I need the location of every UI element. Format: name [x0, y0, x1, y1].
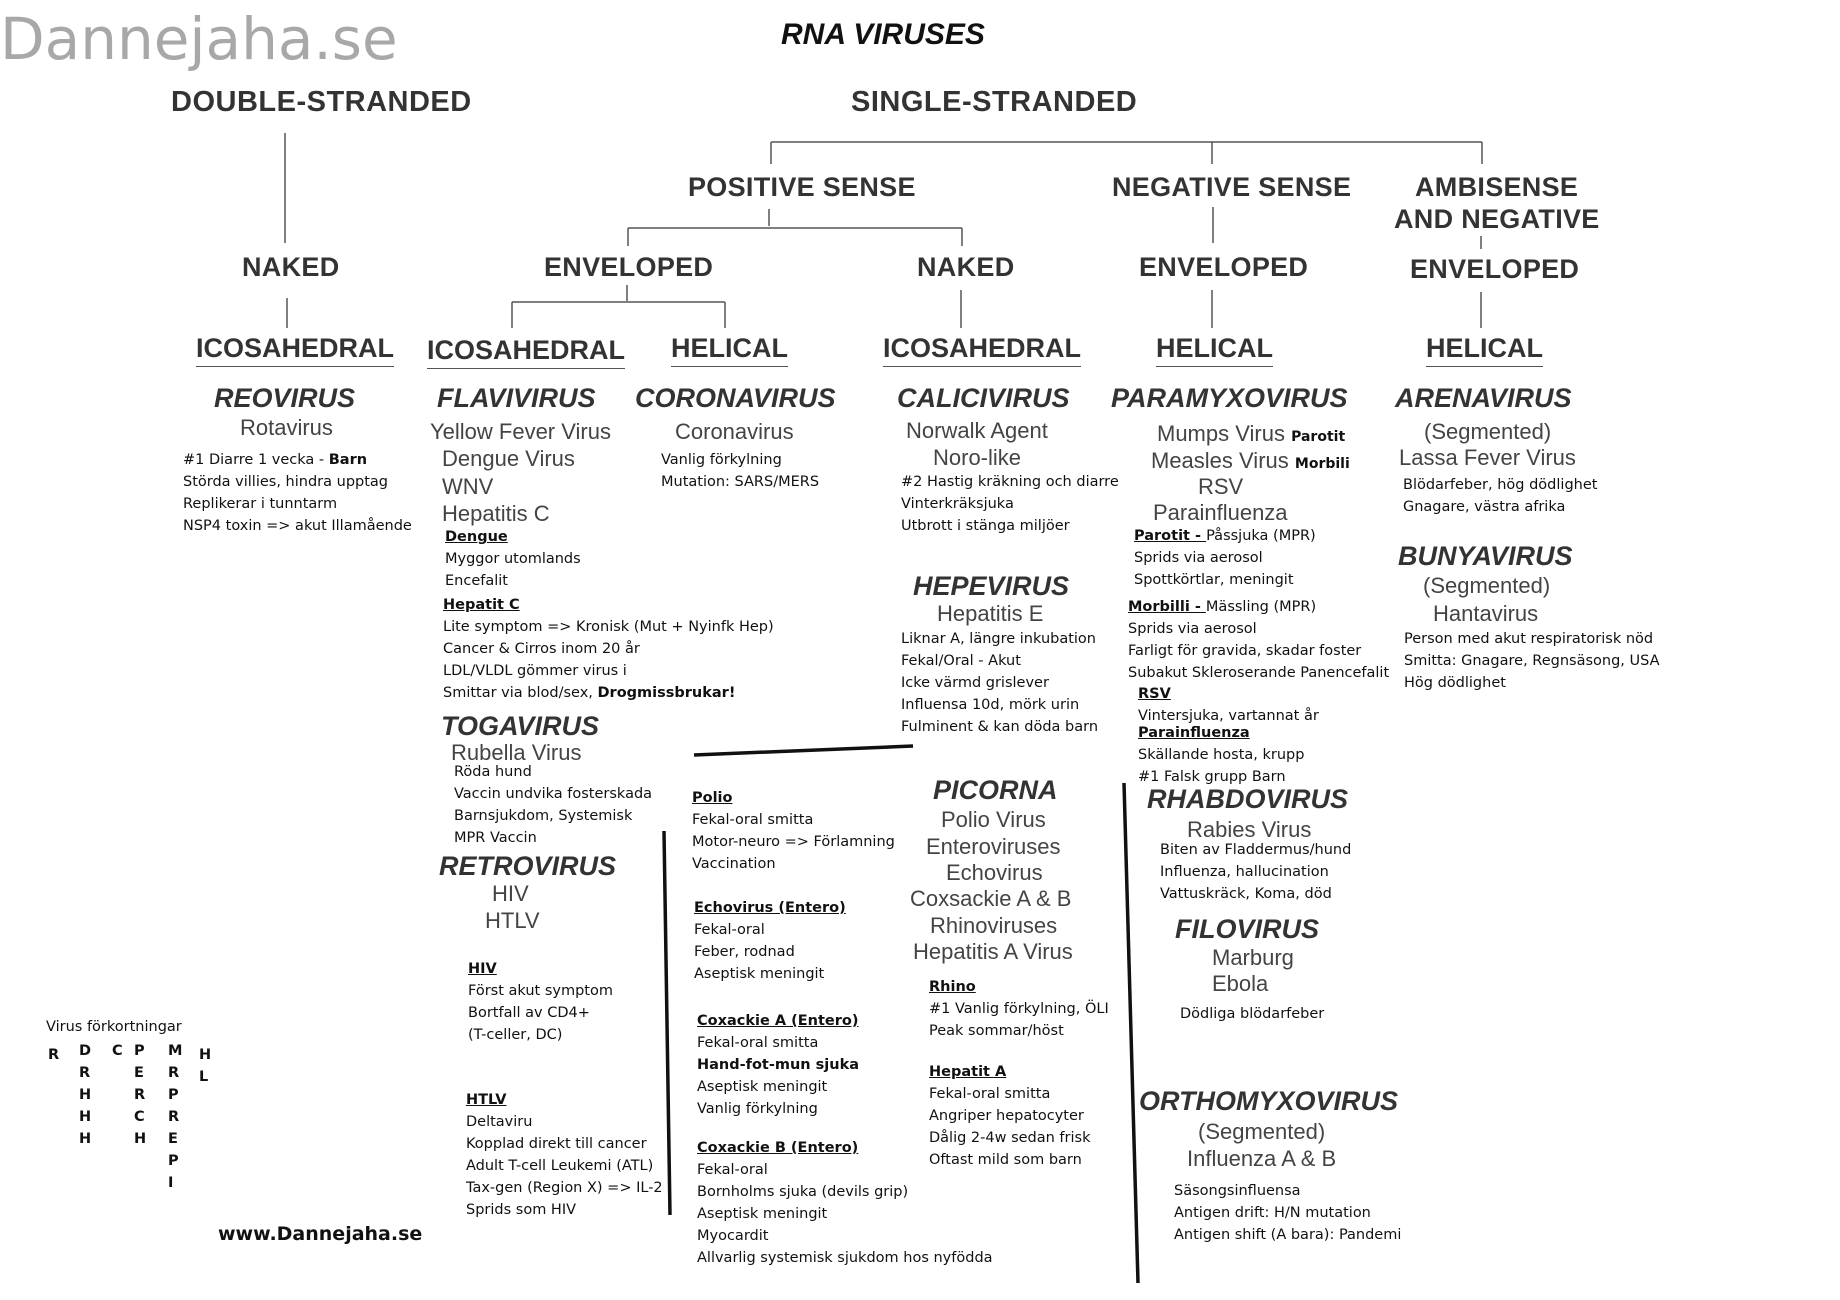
- coronavirus-notes: Vanlig förkylning Mutation: SARS/MERS: [661, 452, 820, 490]
- heading-helical-3: HELICAL: [1426, 333, 1543, 367]
- family-reovirus: REOVIRUS: [214, 383, 356, 413]
- heading-negative-sense: NEGATIVE SENSE: [1112, 172, 1352, 202]
- orthomyxo-segmented: (Segmented): [1198, 1119, 1326, 1144]
- bunyavirus-segmented: (Segmented): [1423, 573, 1551, 598]
- bunyavirus-notes: Person med akut respiratorisk nöd Smitta: Gnagare, Regnsäsong, USA Hög dödlighet: [1404, 631, 1660, 691]
- dengue-notes: Dengue Myggor utomlands Encefalit: [445, 529, 581, 589]
- virus-parainfluenza: Parainfluenza: [1153, 500, 1288, 525]
- family-paramyxovirus: PARAMYXOVIRUS: [1111, 383, 1348, 413]
- virus-coronavirus: Coronavirus: [675, 419, 794, 444]
- heading-naked-pos: NAKED: [917, 252, 1015, 282]
- togavirus-notes: Röda hund Vaccin undvika fosterskada Barnsjukdom, Systemisk MPR Vaccin: [454, 764, 653, 846]
- heading-double-stranded: DOUBLE-STRANDED: [171, 86, 472, 118]
- abbrev-title: Virus förkortningar: [46, 1019, 182, 1035]
- heading-enveloped-neg: ENVELOPED: [1139, 252, 1309, 282]
- hepevirus-notes: Liknar A, längre inkubation Fekal/Oral - Akut Icke värmd grislever Influensa 10d, mörk urin Fulminent & kan döda barn: [901, 631, 1099, 735]
- tag-parotit: Parotit: [1291, 429, 1346, 445]
- parainfluenza-notes: Parainfluenza Skällande hosta, krupp #1 Falsk grupp Barn: [1138, 725, 1305, 785]
- family-filovirus: FILOVIRUS: [1175, 914, 1320, 944]
- virus-rotavirus: Rotavirus: [240, 415, 333, 440]
- family-arenavirus: ARENAVIRUS: [1395, 383, 1572, 413]
- virus-htlv: HTLV: [485, 908, 540, 933]
- heading-ambisense: AMBISENSE: [1415, 172, 1579, 202]
- hepatitis-a-notes: Hepatit A Fekal-oral smitta Angriper hepatocyter Dålig 2-4w sedan frisk Oftast mild som barn: [929, 1064, 1091, 1168]
- virus-hantavirus: Hantavirus: [1433, 601, 1539, 626]
- abbrev-col-1: R: [48, 1047, 60, 1063]
- rhabdovirus-notes: Biten av Fladdermus/hund Influenza, hallucination Vattuskräck, Koma, död: [1160, 842, 1352, 902]
- family-retrovirus: RETROVIRUS: [439, 851, 617, 881]
- family-calicivirus: CALICIVIRUS: [897, 383, 1070, 413]
- heading-helical-1: HELICAL: [671, 333, 788, 367]
- virus-rsv: RSV: [1198, 474, 1244, 499]
- arenavirus-segmented: (Segmented): [1424, 419, 1552, 444]
- coxackie-b-notes: Coxackie B (Entero) Fekal-oral Bornholms sjuka (devils grip) Aseptisk meningit Myocardit Allvarlig systemisk sjukdom hos nyfödda: [697, 1140, 993, 1266]
- virus-dengue: Dengue Virus: [442, 446, 575, 471]
- virus-noro-like: Noro-like: [933, 445, 1022, 470]
- website-url: www.Dannejaha.se: [218, 1223, 423, 1245]
- family-orthomyxovirus: ORTHOMYXOVIRUS: [1139, 1086, 1399, 1116]
- rsv-notes: RSV Vintersjuka, vartannat år: [1138, 686, 1319, 724]
- virus-hiv: HIV: [492, 881, 529, 906]
- orthomyxovirus-notes: Säsongsinfluensa Antigen drift: H/N mutation Antigen shift (A bara): Pandemi: [1174, 1183, 1402, 1243]
- family-picorna: PICORNA: [933, 775, 1058, 805]
- virus-echovirus: Echovirus: [946, 860, 1043, 885]
- rhino-notes: Rhino #1 Vanlig förkylning, ÖLI Peak sommar/höst: [929, 979, 1109, 1039]
- diagram-title: RNA VIRUSES: [781, 18, 985, 51]
- family-flavivirus: FLAVIVIRUS: [437, 383, 596, 413]
- reovirus-notes: #1 Diarre 1 vecka - Barn Störda villies, hindra upptag Replikerar i tunntarm NSP4 toxin => akut Illamående: [183, 452, 412, 534]
- virus-rabies: Rabies Virus: [1187, 817, 1312, 842]
- virus-norwalk: Norwalk Agent: [906, 418, 1048, 443]
- arenavirus-notes: Blödarfeber, hög dödlighet Gnagare, västra afrika: [1403, 477, 1598, 515]
- virus-polio: Polio Virus: [941, 807, 1046, 832]
- heading-enveloped-ambi: ENVELOPED: [1410, 254, 1580, 284]
- virus-enteroviruses: Enteroviruses: [926, 834, 1061, 859]
- virus-hepatitis-c: Hepatitis C: [442, 501, 550, 526]
- morbilli-notes: Morbilli - Mässling (MPR) Sprids via aerosol Farligt för gravida, skadar foster Subakut Skleroserande Panencefalit: [1128, 599, 1390, 681]
- virus-rubella: Rubella Virus: [451, 740, 582, 765]
- hiv-notes: HIV Först akut symptom Bortfall av CD4+ (T-celler, DC): [468, 961, 613, 1043]
- family-togavirus: TOGAVIRUS: [441, 711, 600, 741]
- virus-measles: Measles Virus Morbili: [1151, 448, 1350, 473]
- family-hepevirus: HEPEVIRUS: [913, 571, 1070, 601]
- abbrev-col-7: H L: [199, 1047, 212, 1085]
- heading-single-stranded: SINGLE-STRANDED: [851, 86, 1138, 118]
- virus-yellow-fever: Yellow Fever Virus: [430, 419, 611, 444]
- heading-icosahedral-2: ICOSAHEDRAL: [427, 335, 625, 369]
- hepatitis-c-notes: Hepatit C Lite symptom => Kronisk (Mut + Nyinfk Hep) Cancer & Cirros inom 20 år LDL/VLDL gömmer virus i Smittar via blod/sex, Drogmissbrukar!: [443, 597, 774, 701]
- abbrev-col-6: M R P R E P I: [168, 1043, 183, 1191]
- abbrev-col-3: C: [112, 1043, 123, 1059]
- polio-notes: Polio Fekal-oral smitta Motor-neuro => Förlamning Vaccination: [692, 790, 895, 872]
- virus-coxsackie: Coxsackie A & B: [910, 886, 1072, 911]
- heading-icosahedral-1: ICOSAHEDRAL: [196, 333, 394, 367]
- calicivirus-notes: #2 Hastig kräkning och diarre Vinterkräksjuka Utbrott i stänga miljöer: [901, 474, 1119, 534]
- tag-morbili: Morbili: [1294, 456, 1350, 472]
- coxackie-a-notes: Coxackie A (Entero) Fekal-oral smitta Hand-fot-mun sjuka Aseptisk meningit Vanlig förkylning: [697, 1013, 860, 1117]
- heading-positive-sense: POSITIVE SENSE: [688, 172, 916, 202]
- filovirus-notes: Dödliga blödarfeber: [1180, 1006, 1325, 1022]
- abbrev-col-2: D R H H H: [79, 1043, 92, 1147]
- family-coronavirus: CORONAVIRUS: [635, 383, 836, 413]
- htlv-notes: HTLV Deltaviru Kopplad direkt till cancer Adult T-cell Leukemi (ATL) Tax-gen (Region X) => IL-2 Sprids som HIV: [466, 1092, 663, 1218]
- heading-naked-ds: NAKED: [242, 252, 340, 282]
- heading-icosahedral-3: ICOSAHEDRAL: [883, 333, 1081, 367]
- virus-hepatitis-e: Hepatitis E: [937, 601, 1044, 626]
- virus-wnv: WNV: [442, 474, 494, 499]
- virus-influenza: Influenza A & B: [1187, 1146, 1337, 1171]
- virus-hepatitis-a: Hepatitis A Virus: [913, 939, 1073, 964]
- virus-rhinoviruses: Rhinoviruses: [930, 913, 1058, 938]
- family-bunyavirus: BUNYAVIRUS: [1398, 541, 1573, 571]
- family-rhabdovirus: RHABDOVIRUS: [1147, 784, 1349, 814]
- echovirus-notes: Echovirus (Entero) Fekal-oral Feber, rodnad Aseptisk meningit: [694, 900, 846, 982]
- heading-enveloped-pos: ENVELOPED: [544, 252, 714, 282]
- virus-ebola: Ebola: [1212, 971, 1269, 996]
- virus-marburg: Marburg: [1212, 945, 1294, 970]
- abbrev-col-4: P E R C H: [134, 1043, 147, 1147]
- watermark: Dannejaha.se: [0, 5, 398, 73]
- virus-lassa: Lassa Fever Virus: [1399, 445, 1576, 470]
- parotit-notes: Parotit - Påssjuka (MPR) Sprids via aerosol Spottkörtlar, meningit: [1134, 528, 1316, 588]
- heading-helical-2: HELICAL: [1156, 333, 1273, 367]
- virus-mumps: Mumps Virus Parotit: [1157, 421, 1346, 446]
- heading-and-negative: AND NEGATIVE: [1394, 204, 1600, 234]
